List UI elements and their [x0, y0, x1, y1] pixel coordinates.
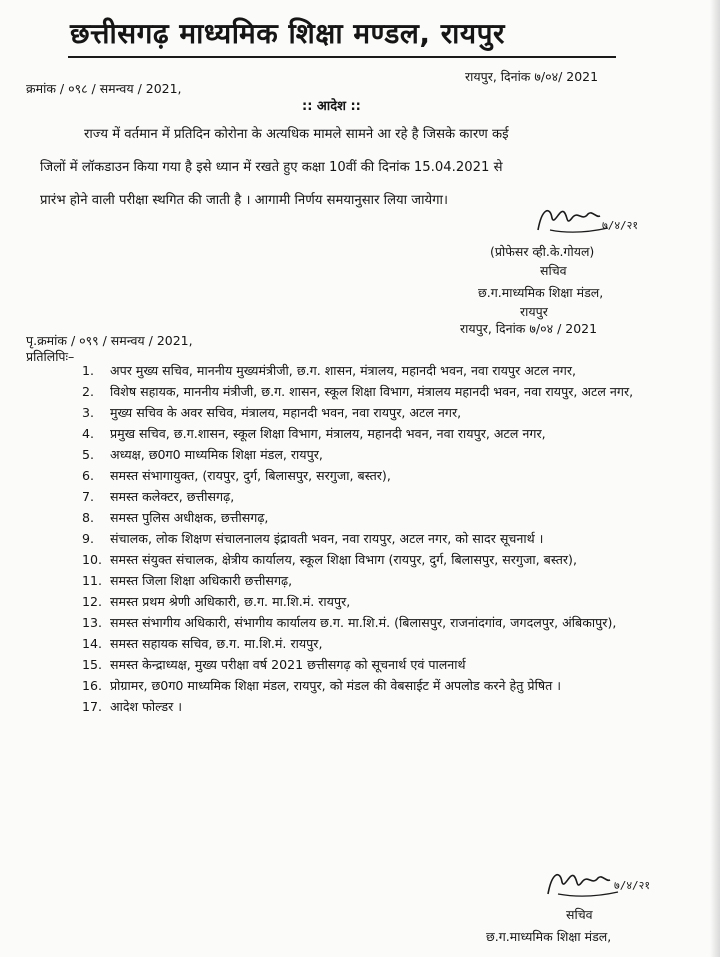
title-underline: [68, 56, 616, 58]
order-heading: :: आदेश ::: [302, 99, 361, 114]
list-item-text: अपर मुख्य सचिव, माननीय मुख्यमंत्रीजी, छ.ग. शासन, मंत्रालय, महानदी भवन, नवा रायपुर अटल नगर,: [110, 363, 576, 378]
list-item-text: समस्त कलेक्टर, छत्तीसगढ़,: [110, 489, 235, 504]
list-item: [82, 383, 692, 402]
list-item-number: 3.: [82, 405, 95, 420]
list-item-text: प्रमुख सचिव, छ.ग.शासन, स्कूल शिक्षा विभाग, मंत्रालय, महानदी भवन, नवा रायपुर, अटल नगर,: [110, 426, 546, 441]
signatory-name: (प्रोफेसर व्ही.के.गोयल): [490, 244, 595, 259]
list-item-text: मुख्य सचिव के अवर सचिव, मंत्रालय, महानदी भवन, नवा रायपुर, अटल नगर,: [110, 405, 462, 420]
list-item: [82, 698, 692, 717]
paragraph-line: प्रारंभ होने वाली परीक्षा स्थगित की जाती है । आगामी निर्णय समयानुसार लिया जायेगा।: [40, 193, 448, 208]
list-item-text: समस्त केन्द्राध्यक्ष, मुख्य परीक्षा वर्ष 2021 छत्तीसगढ़ को सूचनार्थ एवं पालनार्थ: [110, 657, 466, 672]
list-item-number: 2.: [82, 384, 95, 399]
list-item-number: 13.: [82, 615, 103, 630]
list-item-text: समस्त प्रथम श्रेणी अधिकारी, छ.ग. मा.शि.मं. रायपुर,: [110, 594, 351, 609]
list-item: [82, 467, 692, 486]
copy-list: [82, 362, 692, 719]
list-item: [82, 593, 692, 612]
signature-date-footer: ७/४/२१: [614, 879, 651, 892]
endorsement-ref-number: पृ.क्रमांक / ०९९ / समन्वय / 2021,: [26, 333, 193, 348]
list-item-number: 1.: [82, 363, 95, 378]
list-item-text: आदेश फोल्डर ।: [110, 699, 183, 714]
list-item-number: 4.: [82, 426, 95, 441]
footer-office: छ.ग.माध्यमिक शिक्षा मंडल,: [486, 929, 612, 944]
list-item-number: 6.: [82, 468, 95, 483]
list-item: [82, 425, 692, 444]
list-item: [82, 446, 692, 465]
list-item-text: विशेष सहायक, माननीय मंत्रीजी, छ.ग. शासन, स्कूल शिक्षा विभाग, मंत्रालय महानदी भवन, नवा रायपुर, अटल नगर,: [110, 384, 634, 399]
page-edge-shadow: [710, 0, 720, 957]
list-item-text: समस्त संभागायुक्त, (रायपुर, दुर्ग, बिलासपुर, सरगुजा, बस्तर),: [110, 468, 391, 483]
list-item-number: 9.: [82, 531, 95, 546]
signature-mark-footer: [540, 866, 670, 906]
list-item-text: समस्त पुलिस अधीक्षक, छत्तीसगढ़,: [110, 510, 269, 525]
list-item: [82, 404, 692, 423]
list-item: [82, 614, 692, 633]
list-item-number: 16.: [82, 678, 103, 693]
paragraph-line: जिलों में लॉकडाउन किया गया है इसे ध्यान में रखते हुए कक्षा 10वीं की दिनांक 15.04.2021 से: [40, 160, 503, 175]
order-place-date: रायपुर, दिनांक ७/०४/ 2021: [465, 69, 599, 84]
list-item-text: समस्त संभागीय अधिकारी, संभागीय कार्यालय छ.ग. मा.शि.मं. (बिलासपुर, राजनांदगांव, जगदलपुर, अंबिकापुर),: [110, 615, 617, 630]
copy-heading: प्रतिलिपिः–: [26, 349, 75, 364]
page-title: छत्तीसगढ़ माध्यमिक शिक्षा मण्डल, रायपुर: [70, 17, 506, 50]
signatory-office: छ.ग.माध्यमिक शिक्षा मंडल,: [478, 285, 604, 300]
paragraph-line: राज्य में वर्तमान में प्रतिदिन कोरोना के अत्यधिक मामले सामने आ रहे है जिसके कारण कई: [84, 127, 509, 142]
list-item: [82, 635, 692, 654]
list-item: [82, 530, 692, 549]
signature-mark: [530, 200, 660, 244]
list-item-text: समस्त संयुक्त संचालक, क्षेत्रीय कार्यालय, स्कूल शिक्षा विभाग (रायपुर, दुर्ग, बिलासपुर, सरगुजा, बस्तर),: [110, 552, 577, 567]
order-ref-number: क्रमांक / ०९८ / समन्वय / 2021,: [26, 81, 182, 96]
list-item-text: अध्यक्ष, छ0ग0 माध्यमिक शिक्षा मंडल, रायपुर,: [110, 447, 323, 462]
list-item: [82, 509, 692, 528]
list-item: [82, 572, 692, 591]
list-item-text: संचालक, लोक शिक्षण संचालनालय इंद्रावती भवन, नवा रायपुर, अटल नगर, को सादर सूचनार्थ ।: [110, 531, 544, 546]
list-item: [82, 677, 692, 696]
list-item-number: 10.: [82, 552, 103, 567]
list-item-number: 8.: [82, 510, 95, 525]
footer-designation: सचिव: [566, 907, 593, 922]
list-item: [82, 551, 692, 570]
list-item-number: 11.: [82, 573, 103, 588]
list-item: [82, 656, 692, 675]
list-item: [82, 362, 692, 381]
list-item-number: 17.: [82, 699, 103, 714]
signature-date: ७/४/२१: [602, 219, 639, 232]
endorsement-place-date: रायपुर, दिनांक ७/०४ / 2021: [460, 321, 598, 336]
list-item-text: समस्त जिला शिक्षा अधिकारी छत्तीसगढ़,: [110, 573, 293, 588]
list-item-text: समस्त सहायक सचिव, छ.ग. मा.शि.मं. रायपुर,: [110, 636, 323, 651]
list-item-number: 12.: [82, 594, 103, 609]
signatory-designation: सचिव: [540, 263, 567, 278]
list-item-number: 14.: [82, 636, 103, 651]
list-item-number: 15.: [82, 657, 103, 672]
list-item: [82, 488, 692, 507]
list-item-text: प्रोग्रामर, छ0ग0 माध्यमिक शिक्षा मंडल, रायपुर, को मंडल की वेबसाईट में अपलोड करने हेतु प्रेषित ।: [110, 678, 562, 693]
list-item-number: 7.: [82, 489, 95, 504]
list-item-number: 5.: [82, 447, 95, 462]
signatory-city: रायपुर: [520, 304, 548, 319]
